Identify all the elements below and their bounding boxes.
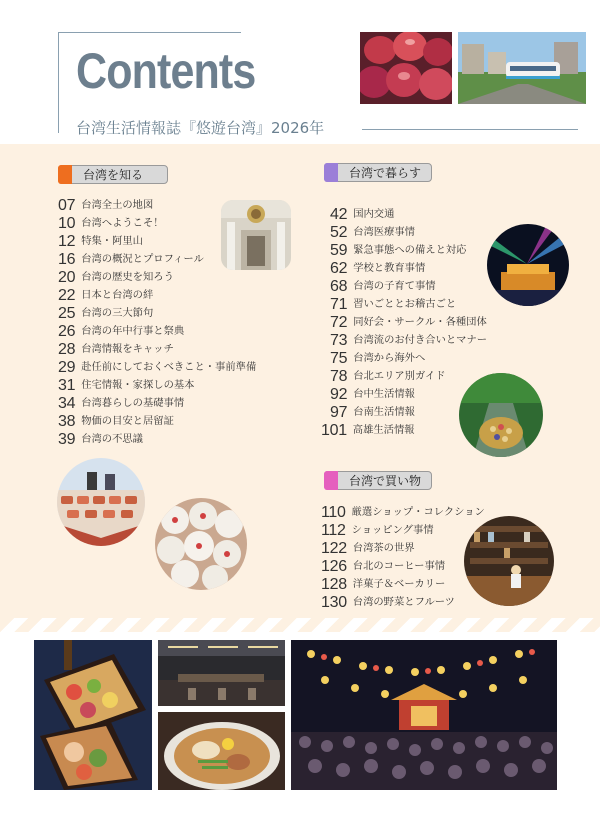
toc-entry[interactable] <box>330 330 487 347</box>
fruit-photo <box>360 32 452 104</box>
entry-label: 厳選ショップ・コレクション <box>351 506 485 518</box>
toc-entry[interactable] <box>58 213 164 230</box>
toc-entry[interactable] <box>330 258 425 275</box>
toc-entry[interactable] <box>321 592 455 609</box>
page-number: 72 <box>330 314 348 331</box>
building-interior-photo <box>221 200 291 270</box>
page-number: 31 <box>58 377 76 394</box>
entry-label: 日本と台湾の絆 <box>81 289 154 301</box>
tram-photo <box>458 32 586 104</box>
toc-entry[interactable] <box>58 267 174 284</box>
toc-entry[interactable] <box>58 249 204 266</box>
page-number: 110 <box>321 504 346 521</box>
pastries-photo <box>57 458 145 546</box>
toc-entry[interactable] <box>58 393 184 410</box>
page-number: 20 <box>58 269 76 286</box>
entry-label: 高雄生活情報 <box>352 424 415 436</box>
toc-entry[interactable] <box>58 231 143 248</box>
toc-entry[interactable] <box>321 520 434 537</box>
page-number: 10 <box>58 215 76 232</box>
page-number: 29 <box>58 359 76 376</box>
entry-label: 台湾全土の地図 <box>81 199 154 211</box>
toc-entry[interactable] <box>321 556 445 573</box>
entry-label: 学校と教育事情 <box>353 262 426 274</box>
toc-entry[interactable] <box>321 420 415 437</box>
page-number: 42 <box>330 206 348 223</box>
section-title: 台湾で暮らす <box>349 166 422 180</box>
purple-square-icon <box>324 163 338 182</box>
page-number: 101 <box>321 422 347 439</box>
page-number: 62 <box>330 260 348 277</box>
entry-label: 台湾から海外へ <box>353 352 426 364</box>
entry-label: 台湾の不思議 <box>81 433 143 445</box>
page-number: 73 <box>330 332 348 349</box>
entry-label: 台湾の概況とプロフィール <box>81 253 204 265</box>
toc-entry[interactable] <box>58 285 153 302</box>
pink-square-icon <box>324 471 338 490</box>
toc-entry[interactable] <box>330 366 446 383</box>
restaurant-interior-photo <box>158 640 285 706</box>
toc-entry[interactable] <box>330 348 425 365</box>
toc-entry[interactable] <box>58 411 174 428</box>
panel-stripe-border <box>0 618 600 632</box>
ramen-photo <box>158 712 285 790</box>
page-number: 130 <box>321 594 347 611</box>
page-number: 97 <box>330 404 348 421</box>
toc-entry[interactable] <box>58 303 153 320</box>
entry-label: 赴任前にしておくべきこと・事前準備 <box>81 361 257 373</box>
toc-entry[interactable] <box>330 402 415 419</box>
toc-entry[interactable] <box>58 195 153 212</box>
entry-label: 国内交通 <box>353 208 395 220</box>
entry-label: 台中生活情報 <box>353 388 415 400</box>
page-number: 126 <box>321 558 347 575</box>
night-market-photo <box>291 640 557 790</box>
entry-label: 台湾医療事情 <box>353 226 415 238</box>
page-number: 112 <box>321 522 346 539</box>
page-number: 75 <box>330 350 348 367</box>
toc-entry[interactable] <box>58 339 174 356</box>
bento-box-photo <box>34 640 152 790</box>
page-number: 34 <box>58 395 76 412</box>
toc-entry[interactable] <box>321 502 485 519</box>
entry-label: 同好会・サークル・各種団体 <box>353 316 487 328</box>
page-subtitle: 台湾生活情報誌『悠遊台湾』2026年 <box>76 119 325 137</box>
page-number: 128 <box>321 576 347 593</box>
page-number: 78 <box>330 368 348 385</box>
buns-photo <box>155 498 247 590</box>
shop-interior-photo <box>464 516 554 606</box>
entry-label: 台湾情報をキャッチ <box>81 343 174 355</box>
page-number: 39 <box>58 431 76 448</box>
entry-label: 物価の目安と居留証 <box>81 415 174 427</box>
entry-label: 台北のコーヒー事情 <box>352 560 446 572</box>
toc-entry[interactable] <box>321 574 445 591</box>
toc-entry[interactable] <box>58 357 256 374</box>
toc-entry[interactable] <box>330 276 436 293</box>
entry-label: 特集・阿里山 <box>81 235 143 247</box>
toc-entry[interactable] <box>321 538 415 555</box>
section-tab-shopping <box>324 471 432 490</box>
entry-label: ショッピング事情 <box>351 524 434 536</box>
toc-entry[interactable] <box>330 294 456 311</box>
entry-label: 台湾の歴史を知ろう <box>81 271 174 283</box>
entry-label: 台湾暮らしの基礎事情 <box>81 397 185 409</box>
subtitle-rule <box>362 129 578 130</box>
entry-label: 習いごととお稽古ごと <box>353 298 457 310</box>
entry-label: 台湾の野菜とフルーツ <box>352 596 455 608</box>
page-number: 38 <box>58 413 76 430</box>
section-tab-live-taiwan <box>324 163 432 182</box>
entry-label: 緊急事態への備えと対応 <box>353 244 467 256</box>
section-title: 台湾で買い物 <box>349 474 422 488</box>
page-number: 71 <box>330 296 348 313</box>
page-number: 12 <box>58 233 76 250</box>
entry-label: 台湾流のお付き合いとマナー <box>353 334 488 346</box>
page-title: Contents <box>76 43 256 99</box>
toc-entry[interactable] <box>58 429 143 446</box>
toc-entry[interactable] <box>330 312 487 329</box>
entry-label: 台南生活情報 <box>353 406 415 418</box>
night-light-show-photo <box>487 224 569 306</box>
toc-entry[interactable] <box>58 375 194 392</box>
page-number: 122 <box>321 540 347 557</box>
page-number: 92 <box>330 386 348 403</box>
entry-label: 台湾へようこそ！ <box>81 217 164 229</box>
toc-entry[interactable] <box>58 321 184 338</box>
page-number: 59 <box>330 242 348 259</box>
page-number: 28 <box>58 341 76 358</box>
section-tab-know-taiwan <box>58 165 168 184</box>
page-number: 22 <box>58 287 76 304</box>
entry-label: 台湾の年中行事と祭典 <box>81 325 185 337</box>
page-number: 07 <box>58 197 76 214</box>
page-number: 52 <box>330 224 348 241</box>
toc-entry[interactable] <box>330 222 415 239</box>
entry-label: 台湾茶の世界 <box>352 542 415 554</box>
page-number: 68 <box>330 278 348 295</box>
entry-label: 台湾の三大節句 <box>81 307 154 319</box>
page-number: 16 <box>58 251 76 268</box>
entry-label: 台北エリア別ガイド <box>353 370 446 382</box>
river-boat-photo <box>459 373 543 457</box>
entry-label: 住宅情報・家探しの基本 <box>81 379 195 391</box>
page-number: 26 <box>58 323 76 340</box>
toc-entry[interactable] <box>330 240 466 257</box>
toc-entry[interactable] <box>330 204 394 221</box>
section-title: 台湾を知る <box>83 168 144 182</box>
toc-entry[interactable] <box>330 384 415 401</box>
orange-square-icon <box>58 165 72 184</box>
page-number: 25 <box>58 305 76 322</box>
entry-label: 台湾の子育て事情 <box>353 280 436 292</box>
entry-label: 洋菓子＆ベーカリー <box>352 578 446 590</box>
